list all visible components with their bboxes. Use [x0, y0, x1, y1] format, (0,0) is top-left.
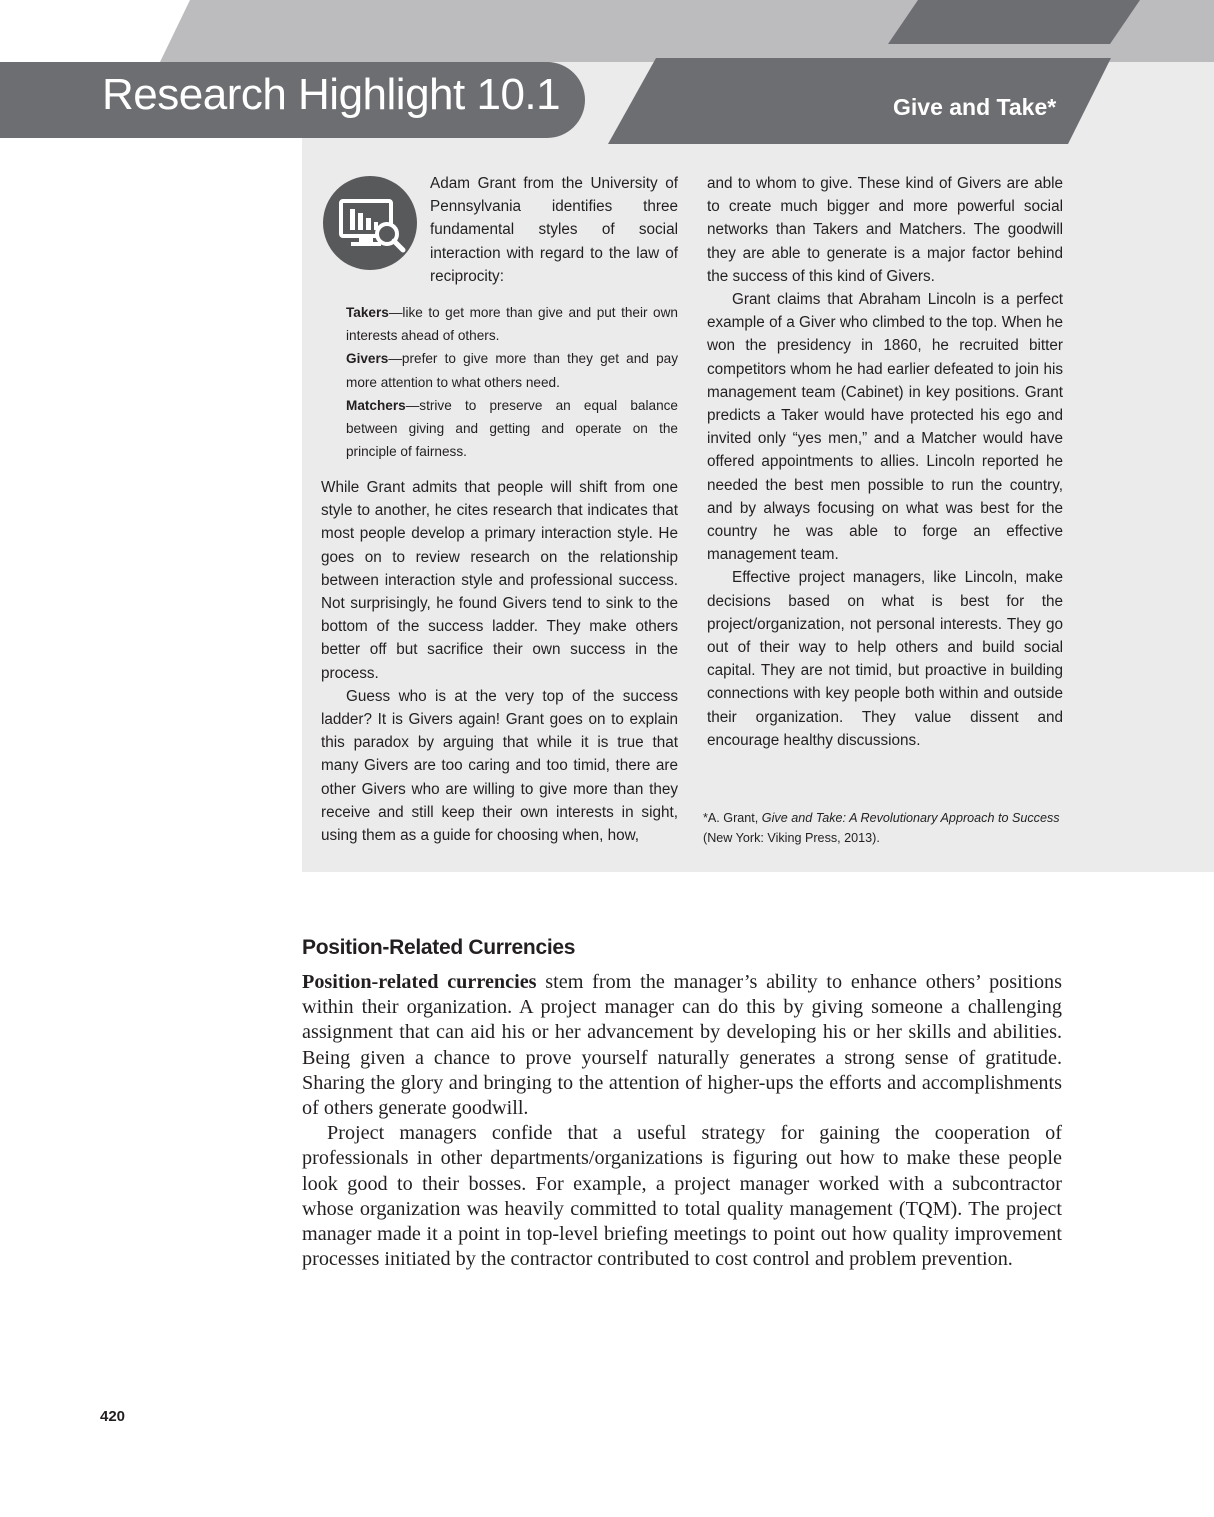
footnote-prefix: *A. Grant, [703, 811, 762, 825]
interaction-style-definitions [346, 301, 678, 463]
highlight-title: Research Highlight 10.1 [102, 70, 561, 119]
term: Givers [346, 351, 389, 367]
section-paragraph-1 [302, 970, 1062, 1121]
key-term: Position-related currencies [302, 971, 537, 993]
definition-takers [346, 301, 678, 347]
section-body [302, 970, 1062, 1272]
right-paragraph-2: Grant claims that Abraham Lincoln is a perfect example of a Giver who climbed to the top. When he won the presidency in 1860, he recruited bitter competitors whom he had earlier defeated to join his management team (Cabinet) in key positions. Grant predicts a Taker would have protected his ego and invited only “yes men,” and a Matcher would have offered appointments to allies. Lincoln reported he needed the best men possible to run the country, and by always focusing on what was best for the country he was able to forge an effective management team. [707, 291, 1063, 564]
header-band-accent [888, 0, 1140, 44]
highlight-right-column [707, 172, 1063, 752]
definition-text: —strive to preserve an equal balance between giving and getting and operate on the principle of fairness. [346, 397, 678, 460]
definition-text: —prefer to give more than they get and pay more attention to what others need. [346, 351, 678, 390]
footnote-citation [703, 809, 1063, 848]
section-heading: Position-Related Currencies [302, 936, 576, 959]
term: Matchers [346, 397, 406, 413]
right-paragraph-1: and to whom to give. These kind of Givers are able to create much bigger and more powerful social networks than Takers and Matchers. The goodwill they are able to generate is a major factor behind the success of this kind of Givers. [707, 175, 1063, 285]
left-paragraph-2: Guess who is at the very top of the success ladder? It is Givers again! Grant goes on to explain this paradox by arguing that while it is true that many Givers are too caring and too timid, there are other Givers who are willing to give more than they receive and still keep their own interests in sight, using them as a guide for choosing when, how, [321, 687, 678, 845]
definition-text: —like to get more than give and put their own interests ahead of others. [346, 305, 678, 344]
definition-matchers [346, 394, 678, 464]
footnote-suffix: (New York: Viking Press, 2013). [703, 830, 880, 845]
left-paragraph-1: While Grant admits that people will shift from one style to another, he cites research that indicates that most people develop a primary interaction style. He goes on to review research on the relationship between interaction style and professional success. Not surprisingly, he found Givers tend to sink to the bottom of the success ladder. They make others better off but sacrifice their own success in the process. [321, 479, 678, 682]
paragraph-text: stem from the manager’s ability to enhance others’ positions within their organization. A project manager can do this by giving someone a challenging assignment that can aid his or her advancement by developing his or her skills and abilities. Being given a chance to prove yourself naturally generates a strong sense of gratitude. Sharing the glory and bringing to the attention of higher-ups the efforts and accomplishments of others generate goodwill. [302, 971, 1062, 1120]
definition-givers [346, 347, 678, 393]
section-paragraph-2: Project managers confide that a useful strategy for gaining the cooperation of professionals in other departments/organizations is figuring out how to make these people look good to their bosses. For example, a project manager worked with a subcontractor whose organization was heavily committed to total quality management (TQM). The project manager made it a point in top-level briefing meetings to point out how quality improvement processes initiated by the contractor contributed to cost control and problem prevention. [302, 1122, 1062, 1271]
highlight-left-column [321, 476, 678, 847]
research-monitor-magnifier-icon [323, 176, 417, 270]
right-paragraph-3: Effective project managers, like Lincoln, make decisions based on what is best for the project/organization, not personal interests. They go out of their way to help others and build social capital. They are not timid, but proactive in building connections with key people both within and outside their organization. They value dissent and encourage healthy discussions. [707, 569, 1063, 749]
page-number: 420 [100, 1408, 126, 1425]
term: Takers [346, 305, 389, 320]
highlight-subtitle: Give and Take* [893, 94, 1057, 120]
highlight-intro [430, 172, 678, 288]
highlight-footnote [703, 809, 1063, 848]
footnote-book-title: Give and Take: A Revolutionary Approach to Success [761, 811, 1060, 825]
intro-paragraph: Adam Grant from the University of Pennsylvania identifies three fundamental styles of social interaction with regard to the law of reciprocity: [430, 175, 678, 285]
